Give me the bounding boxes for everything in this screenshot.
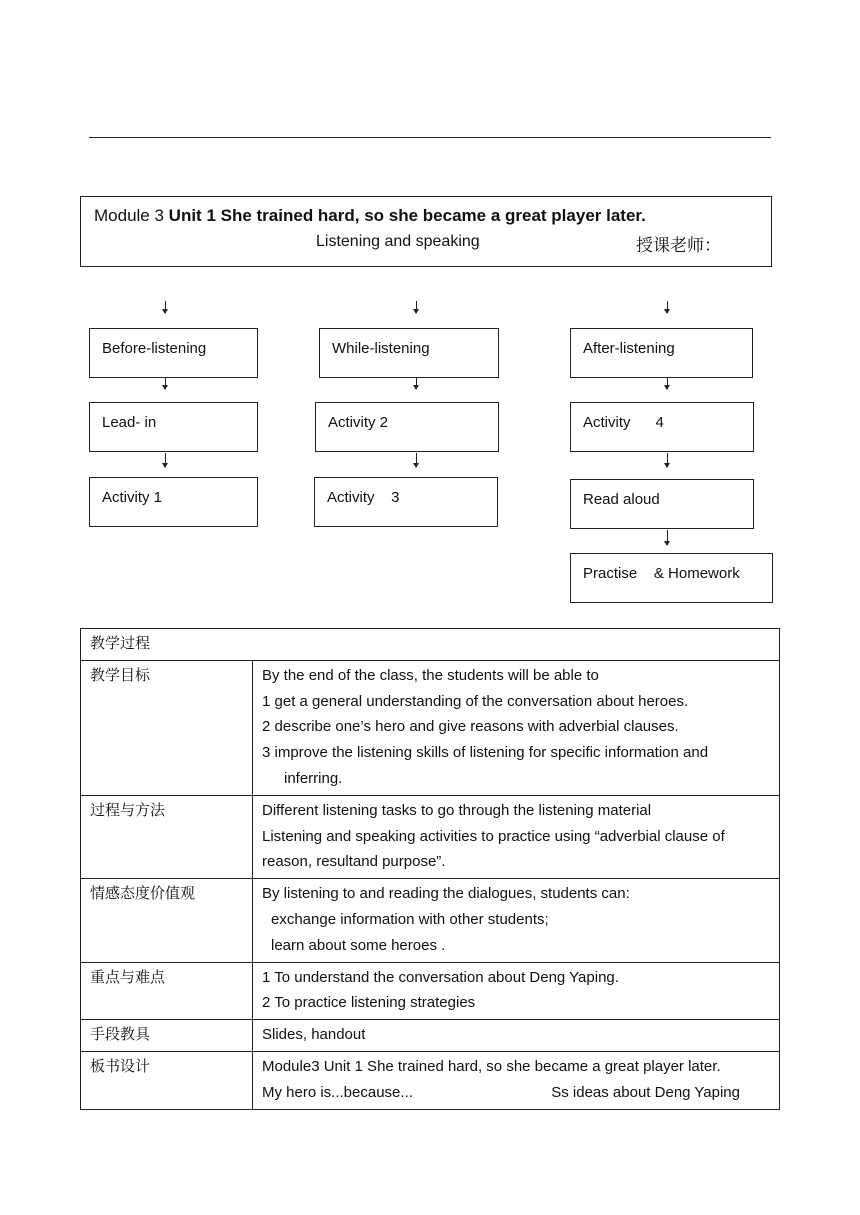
table-row [81,1051,780,1109]
flow-box-while-listening: While-listening [319,328,499,378]
content-line: 1 get a general understanding of the conversation about heroes. [262,692,689,710]
teacher-label: 授课老师： [636,236,721,255]
row-label: 手段教具 [81,1020,253,1052]
header-rule [89,137,771,138]
arrow-down-icon [165,453,166,467]
content-line: reason, resultand purpose”. [262,853,446,871]
content-line: By the end of the class, the students will be able to [262,666,599,684]
flow-box-activity-1: Activity 1 [89,477,258,527]
row-label: 教学目标 [81,660,253,795]
arrow-down-icon [667,301,668,313]
lesson-subtitle: Listening and speaking [316,233,480,250]
row-content [253,795,780,878]
arrow-down-icon [416,453,417,467]
table-row [81,879,780,962]
table-row [81,660,780,795]
arrow-down-icon [667,530,668,545]
content-line: Slides, handout [262,1026,366,1044]
flow-box-before-listening: Before-listening [89,328,258,378]
arrow-down-icon [667,378,668,389]
table-header: 教学过程 [81,629,780,661]
content-line: 3 improve the listening skills of listening for specific information and [262,744,709,762]
content-line: Different listening tasks to go through the listening material [262,801,652,819]
flow-box-read-aloud: Read aloud [570,479,754,529]
content-line: Listening and speaking activities to practice using “adverbial clause of [262,827,725,845]
content-line: 2 To practice listening strategies [262,994,476,1012]
flow-box-activity-2: Activity 2 [315,402,499,452]
flow-box-practise-homework: Practise & Homework [570,553,773,603]
lesson-title-box [80,196,772,267]
flow-box-lead-in: Lead- in [89,402,258,452]
teaching-process-table [80,628,780,1110]
content-line: By listening to and reading the dialogues, students can: [262,885,630,903]
row-content [253,1051,780,1109]
arrow-down-icon [165,378,166,389]
row-label: 重点与难点 [81,962,253,1020]
row-label: 过程与方法 [81,795,253,878]
row-label: 板书设计 [81,1051,253,1109]
flow-box-activity-3: Activity 3 [314,477,498,527]
table-header-row [81,629,780,661]
content-line: 2 describe one’s hero and give reasons with adverbial clauses. [262,718,679,736]
table-row [81,962,780,1020]
row-content [253,962,780,1020]
flow-box-after-listening: After-listening [570,328,753,378]
content-line [262,1080,770,1106]
content-line: 1 To understand the conversation about Deng Yaping. [262,968,619,986]
row-content [253,660,780,795]
content-line: exchange information with other students; [271,910,549,928]
flow-box-activity-4: Activity 4 [570,402,754,452]
arrow-down-icon [667,453,668,467]
row-content [253,1020,780,1052]
table-row [81,1020,780,1052]
content-text: My hero is...because... [262,1083,413,1101]
arrow-down-icon [416,301,417,313]
content-line: Module3 Unit 1 She trained hard, so she became a great player later. [262,1057,721,1075]
lesson-title: Module 3 Unit 1 She trained hard, so she became a great player later. [94,206,646,225]
content-line: learn about some heroes . [271,936,446,954]
arrow-down-icon [165,301,166,313]
content-text: Ss ideas about Deng Yaping [551,1083,740,1101]
content-line: inferring. [284,769,343,787]
table-row [81,795,780,878]
row-label: 情感态度价值观 [81,879,253,962]
row-content [253,879,780,962]
arrow-down-icon [416,378,417,389]
